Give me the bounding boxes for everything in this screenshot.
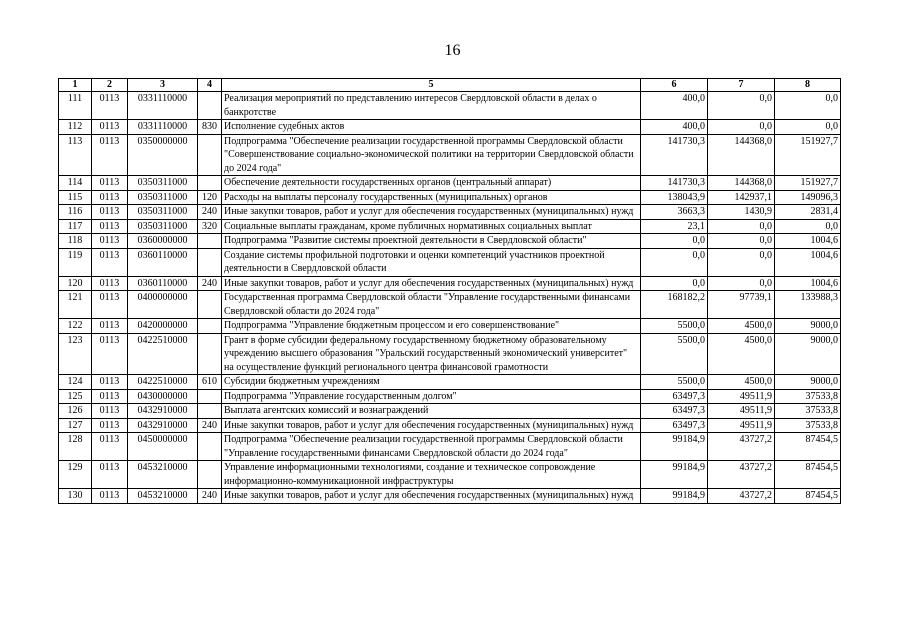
item-name-cell: Иные закупки товаров, работ и услуг для обеспечения государственных (муниципальных) нужд (222, 489, 641, 504)
section-code-cell: 0113 (92, 404, 128, 419)
amount-col8-cell: 151927,7 (775, 134, 841, 176)
expense-type-cell (198, 234, 222, 249)
table-row (59, 92, 841, 120)
amount-col8-cell: 87454,5 (775, 489, 841, 504)
amount-col7-cell: 49511,9 (708, 418, 775, 433)
section-code-cell: 0113 (92, 418, 128, 433)
target-article-cell: 0331110000 (128, 92, 198, 120)
expense-type-cell (198, 389, 222, 404)
amount-col8-cell: 1004,6 (775, 276, 841, 291)
target-article-cell: 0422510000 (128, 375, 198, 390)
expense-type-cell: 240 (198, 205, 222, 220)
section-code-cell: 0113 (92, 433, 128, 461)
target-article-cell: 0350311000 (128, 176, 198, 191)
header-cell: 5 (222, 79, 641, 92)
amount-col7-cell: 142937,1 (708, 190, 775, 205)
item-name-cell: Исполнение судебных актов (222, 120, 641, 135)
amount-col6-cell: 99184,9 (641, 461, 708, 489)
amount-col7-cell: 4500,0 (708, 319, 775, 334)
amount-col8-cell: 2831,4 (775, 205, 841, 220)
target-article-cell: 0453210000 (128, 461, 198, 489)
item-name-cell: Расходы на выплаты персоналу государственных (муниципальных) органов (222, 190, 641, 205)
item-name-cell: Грант в форме субсидии федеральному государственному бюджетному образовательному учреждению высшего образования "Уральский государственный экономический университет" на осуществление функций регионального центра финансовой грамотности (222, 333, 641, 375)
amount-col8-cell: 9000,0 (775, 375, 841, 390)
expense-type-cell (198, 134, 222, 176)
amount-col8-cell: 0,0 (775, 219, 841, 234)
item-name-cell: Подпрограмма "Управление государственным долгом" (222, 389, 641, 404)
section-code-cell: 0113 (92, 205, 128, 220)
table-row (59, 418, 841, 433)
expense-type-cell (198, 461, 222, 489)
table-row (59, 190, 841, 205)
section-code-cell: 0113 (92, 319, 128, 334)
table-row (59, 291, 841, 319)
target-article-cell: 0360110000 (128, 248, 198, 276)
amount-col7-cell: 1430,9 (708, 205, 775, 220)
item-name-cell: Обеспечение деятельности государственных органов (центральный аппарат) (222, 176, 641, 191)
target-article-cell: 0360000000 (128, 234, 198, 249)
item-name-cell: Иные закупки товаров, работ и услуг для обеспечения государственных (муниципальных) нужд (222, 418, 641, 433)
target-article-cell: 0432910000 (128, 418, 198, 433)
amount-col7-cell: 0,0 (708, 276, 775, 291)
amount-col7-cell: 0,0 (708, 219, 775, 234)
table-row (59, 276, 841, 291)
expense-type-cell (198, 333, 222, 375)
target-article-cell: 0350311000 (128, 219, 198, 234)
amount-col8-cell: 87454,5 (775, 461, 841, 489)
amount-col7-cell: 0,0 (708, 120, 775, 135)
item-name-cell: Иные закупки товаров, работ и услуг для обеспечения государственных (муниципальных) нужд (222, 276, 641, 291)
target-article-cell: 0430000000 (128, 389, 198, 404)
target-article-cell: 0420000000 (128, 319, 198, 334)
row-number-cell: 112 (59, 120, 92, 135)
target-article-cell: 0400000000 (128, 291, 198, 319)
section-code-cell: 0113 (92, 234, 128, 249)
item-name-cell: Подпрограмма "Обеспечение реализации государственной программы Свердловской области "Совершенствование социально-экономической политики на территории Свердловской области до 2024 года" (222, 134, 641, 176)
item-name-cell: Создание системы профильной подготовки и оценки компетенций участников проектной деятельности в Свердловской области (222, 248, 641, 276)
row-number-cell: 115 (59, 190, 92, 205)
amount-col8-cell: 0,0 (775, 92, 841, 120)
row-number-cell: 111 (59, 92, 92, 120)
amount-col6-cell: 141730,3 (641, 134, 708, 176)
budget-table (58, 78, 841, 504)
item-name-cell: Подпрограмма "Обеспечение реализации государственной программы Свердловской области "Управление государственными финансами Свердловской области до 2024 года" (222, 433, 641, 461)
expense-type-cell (198, 291, 222, 319)
amount-col7-cell: 43727,2 (708, 489, 775, 504)
expense-type-cell: 240 (198, 276, 222, 291)
expense-type-cell (198, 433, 222, 461)
row-number-cell: 114 (59, 176, 92, 191)
amount-col7-cell: 49511,9 (708, 389, 775, 404)
item-name-cell: Подпрограмма "Управление бюджетным процессом и его совершенствование" (222, 319, 641, 334)
header-cell: 2 (92, 79, 128, 92)
section-code-cell: 0113 (92, 489, 128, 504)
amount-col6-cell: 141730,3 (641, 176, 708, 191)
amount-col8-cell: 9000,0 (775, 333, 841, 375)
table-row (59, 248, 841, 276)
target-article-cell: 0432910000 (128, 404, 198, 419)
page-number: 16 (444, 42, 461, 59)
target-article-cell: 0331110000 (128, 120, 198, 135)
table-row (59, 205, 841, 220)
table-row (59, 134, 841, 176)
target-article-cell: 0450000000 (128, 433, 198, 461)
row-number-cell: 124 (59, 375, 92, 390)
item-name-cell: Реализация мероприятий по представлению интересов Свердловской области в делах о банкротстве (222, 92, 641, 120)
amount-col8-cell: 37533,8 (775, 418, 841, 433)
table-row (59, 404, 841, 419)
amount-col6-cell: 5500,0 (641, 319, 708, 334)
section-code-cell: 0113 (92, 92, 128, 120)
section-code-cell: 0113 (92, 375, 128, 390)
amount-col8-cell: 149096,3 (775, 190, 841, 205)
table-row (59, 319, 841, 334)
row-number-cell: 116 (59, 205, 92, 220)
row-number-cell: 122 (59, 319, 92, 334)
table-row (59, 120, 841, 135)
row-number-cell: 126 (59, 404, 92, 419)
amount-col7-cell: 4500,0 (708, 333, 775, 375)
amount-col6-cell: 168182,2 (641, 291, 708, 319)
row-number-cell: 118 (59, 234, 92, 249)
amount-col6-cell: 23,1 (641, 219, 708, 234)
expense-type-cell: 120 (198, 190, 222, 205)
amount-col7-cell: 144368,0 (708, 134, 775, 176)
section-code-cell: 0113 (92, 190, 128, 205)
target-article-cell: 0422510000 (128, 333, 198, 375)
amount-col7-cell: 0,0 (708, 92, 775, 120)
expense-type-cell (198, 404, 222, 419)
amount-col7-cell: 43727,2 (708, 433, 775, 461)
row-number-cell: 117 (59, 219, 92, 234)
item-name-cell: Социальные выплаты гражданам, кроме публичных нормативных социальных выплат (222, 219, 641, 234)
table-row (59, 389, 841, 404)
table-row (59, 375, 841, 390)
target-article-cell: 0360110000 (128, 276, 198, 291)
item-name-cell: Управление информационными технологиями, создание и техническое сопровождение информационно-коммуникационной инфраструктуры (222, 461, 641, 489)
section-code-cell: 0113 (92, 389, 128, 404)
table-row (59, 433, 841, 461)
expense-type-cell: 240 (198, 489, 222, 504)
table-body (59, 92, 841, 504)
row-number-cell: 129 (59, 461, 92, 489)
row-number-cell: 128 (59, 433, 92, 461)
amount-col7-cell: 49511,9 (708, 404, 775, 419)
amount-col7-cell: 144368,0 (708, 176, 775, 191)
section-code-cell: 0113 (92, 176, 128, 191)
amount-col6-cell: 5500,0 (641, 333, 708, 375)
section-code-cell: 0113 (92, 291, 128, 319)
expense-type-cell (198, 92, 222, 120)
amount-col8-cell: 9000,0 (775, 319, 841, 334)
section-code-cell: 0113 (92, 461, 128, 489)
header-cell: 7 (708, 79, 775, 92)
amount-col8-cell: 133988,3 (775, 291, 841, 319)
table-row (59, 333, 841, 375)
target-article-cell: 0350311000 (128, 205, 198, 220)
amount-col8-cell: 37533,8 (775, 404, 841, 419)
amount-col6-cell: 5500,0 (641, 375, 708, 390)
amount-col8-cell: 1004,6 (775, 234, 841, 249)
target-article-cell: 0350311000 (128, 190, 198, 205)
amount-col7-cell: 43727,2 (708, 461, 775, 489)
amount-col6-cell: 63497,3 (641, 389, 708, 404)
section-code-cell: 0113 (92, 248, 128, 276)
amount-col6-cell: 3663,3 (641, 205, 708, 220)
amount-col7-cell: 4500,0 (708, 375, 775, 390)
section-code-cell: 0113 (92, 333, 128, 375)
row-number-cell: 119 (59, 248, 92, 276)
item-name-cell: Выплата агентских комиссий и вознаграждений (222, 404, 641, 419)
table-row (59, 176, 841, 191)
section-code-cell: 0113 (92, 134, 128, 176)
table-row (59, 461, 841, 489)
section-code-cell: 0113 (92, 120, 128, 135)
item-name-cell: Иные закупки товаров, работ и услуг для обеспечения государственных (муниципальных) нужд (222, 205, 641, 220)
table-row (59, 219, 841, 234)
expense-type-cell: 610 (198, 375, 222, 390)
amount-col6-cell: 400,0 (641, 120, 708, 135)
amount-col8-cell: 151927,7 (775, 176, 841, 191)
header-cell: 8 (775, 79, 841, 92)
row-number-cell: 113 (59, 134, 92, 176)
amount-col8-cell: 0,0 (775, 120, 841, 135)
row-number-cell: 130 (59, 489, 92, 504)
header-cell: 4 (198, 79, 222, 92)
amount-col6-cell: 400,0 (641, 92, 708, 120)
row-number-cell: 120 (59, 276, 92, 291)
item-name-cell: Субсидии бюджетным учреждениям (222, 375, 641, 390)
row-number-cell: 125 (59, 389, 92, 404)
amount-col8-cell: 87454,5 (775, 433, 841, 461)
target-article-cell: 0350000000 (128, 134, 198, 176)
amount-col6-cell: 63497,3 (641, 404, 708, 419)
table-row (59, 489, 841, 504)
amount-col6-cell: 0,0 (641, 234, 708, 249)
amount-col7-cell: 97739,1 (708, 291, 775, 319)
amount-col6-cell: 99184,9 (641, 433, 708, 461)
header-cell: 1 (59, 79, 92, 92)
item-name-cell: Государственная программа Свердловской области "Управление государственными финансами Свердловской области до 2024 года" (222, 291, 641, 319)
expense-type-cell: 830 (198, 120, 222, 135)
amount-col6-cell: 138043,9 (641, 190, 708, 205)
table-row (59, 234, 841, 249)
table-header-row (59, 79, 841, 92)
amount-col8-cell: 37533,8 (775, 389, 841, 404)
expense-type-cell: 320 (198, 219, 222, 234)
section-code-cell: 0113 (92, 219, 128, 234)
row-number-cell: 121 (59, 291, 92, 319)
expense-type-cell: 240 (198, 418, 222, 433)
amount-col6-cell: 0,0 (641, 248, 708, 276)
target-article-cell: 0453210000 (128, 489, 198, 504)
amount-col6-cell: 0,0 (641, 276, 708, 291)
header-cell: 6 (641, 79, 708, 92)
amount-col7-cell: 0,0 (708, 234, 775, 249)
amount-col6-cell: 63497,3 (641, 418, 708, 433)
amount-col8-cell: 1004,6 (775, 248, 841, 276)
row-number-cell: 123 (59, 333, 92, 375)
expense-type-cell (198, 248, 222, 276)
amount-col7-cell: 0,0 (708, 248, 775, 276)
item-name-cell: Подпрограмма "Развитие системы проектной деятельности в Свердловской области" (222, 234, 641, 249)
expense-type-cell (198, 319, 222, 334)
row-number-cell: 127 (59, 418, 92, 433)
section-code-cell: 0113 (92, 276, 128, 291)
header-cell: 3 (128, 79, 198, 92)
amount-col6-cell: 99184,9 (641, 489, 708, 504)
expense-type-cell (198, 176, 222, 191)
